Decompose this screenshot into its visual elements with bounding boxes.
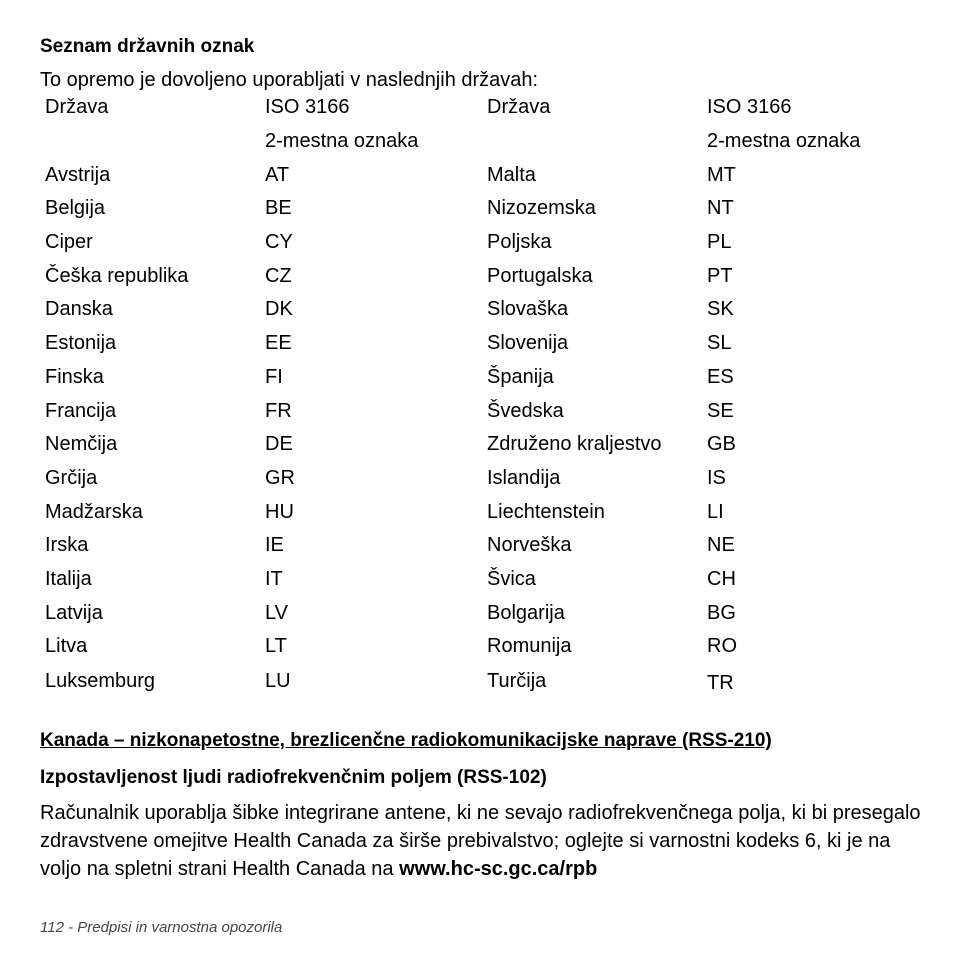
cell-iso-right: RO bbox=[707, 635, 737, 658]
health-canada-link[interactable]: www.hc-sc.gc.ca/rpb bbox=[399, 858, 598, 880]
table-row bbox=[40, 327, 920, 361]
header-iso-left: ISO 3166 bbox=[265, 96, 350, 119]
cell-iso-left: EE bbox=[265, 332, 292, 355]
cell-iso-right: ES bbox=[707, 365, 734, 388]
cell-iso-right: PL bbox=[707, 231, 732, 254]
cell-iso-right: LI bbox=[707, 500, 724, 523]
cell-country-right: Združeno kraljestvo bbox=[487, 433, 662, 456]
table-row bbox=[40, 361, 920, 395]
table-subheader-row bbox=[40, 125, 920, 159]
cell-iso-right: IS bbox=[707, 466, 726, 489]
cell-country-left: Finska bbox=[45, 365, 104, 388]
table-row bbox=[40, 529, 920, 563]
cell-country-right: Liechtenstein bbox=[487, 500, 605, 523]
cell-iso-right: NT bbox=[707, 197, 734, 220]
cell-country-left: Estonija bbox=[45, 332, 117, 355]
cell-iso-right: SK bbox=[707, 298, 734, 321]
cell-country-right: Islandija bbox=[487, 466, 561, 489]
cell-country-right: Slovenija bbox=[487, 332, 569, 355]
cell-iso-left: HU bbox=[265, 500, 294, 523]
section-heading: Kanada – nizkonapetostne, brezlicenčne radiokomunikacijske naprave (RSS-210) bbox=[40, 730, 772, 751]
cell-country-right: Romunija bbox=[487, 635, 572, 658]
table-header-row bbox=[40, 91, 920, 125]
cell-country-right: Bolgarija bbox=[487, 601, 565, 624]
cell-country-right: Švedska bbox=[487, 399, 564, 422]
cell-iso-left: AT bbox=[265, 163, 290, 186]
cell-iso-left: LV bbox=[265, 601, 288, 624]
table-row bbox=[40, 192, 920, 226]
table-row bbox=[40, 664, 920, 698]
cell-iso-right: SE bbox=[707, 399, 734, 422]
cell-iso-right: MT bbox=[707, 163, 736, 186]
cell-country-left: Luksemburg bbox=[45, 669, 156, 692]
cell-iso-left: GR bbox=[265, 466, 295, 489]
table-row bbox=[40, 428, 920, 462]
cell-country-right: Švica bbox=[487, 567, 536, 590]
cell-country-right: Turčija bbox=[487, 669, 547, 692]
cell-country-left: Irska bbox=[45, 534, 89, 557]
cell-iso-left: DE bbox=[265, 433, 293, 456]
table-row bbox=[40, 293, 920, 327]
table-row bbox=[40, 226, 920, 260]
page-title: Seznam državnih oznak bbox=[40, 36, 255, 57]
cell-country-right: Norveška bbox=[487, 534, 572, 557]
cell-iso-left: IE bbox=[265, 534, 284, 557]
cell-iso-left: IT bbox=[265, 567, 283, 590]
page-footer: 112 - Predpisi in varnostna opozorila bbox=[40, 919, 283, 936]
cell-country-left: Litva bbox=[45, 635, 88, 658]
cell-country-right: Slovaška bbox=[487, 298, 569, 321]
header-country-left: Država bbox=[45, 96, 109, 119]
subheader-iso-right: 2-mestna oznaka bbox=[707, 130, 861, 153]
header-iso-right: ISO 3166 bbox=[707, 96, 792, 119]
cell-country-left: Grčija bbox=[45, 466, 98, 489]
cell-iso-left: LT bbox=[265, 635, 287, 658]
table-row bbox=[40, 563, 920, 597]
cell-iso-right: NE bbox=[707, 534, 735, 557]
cell-iso-right: BG bbox=[707, 601, 736, 624]
cell-country-left: Belgija bbox=[45, 197, 106, 220]
table-row bbox=[40, 462, 920, 496]
paragraph-text: Računalnik uporablja šibke integrirane antene, ki ne sevajo radiofrekvenčnega polja, ki bi presegalo zdravstvene omejitve Health Canada za širše prebivalstvo; oglejte si varnostni kodeks 6, ki je na voljo na spletni strani Health Canada na bbox=[40, 802, 921, 880]
cell-iso-right: GB bbox=[707, 433, 736, 456]
cell-country-left: Madžarska bbox=[45, 500, 143, 523]
table-row bbox=[40, 495, 920, 529]
country-code-table bbox=[40, 91, 920, 697]
cell-country-right: Portugalska bbox=[487, 264, 593, 287]
cell-country-right: Poljska bbox=[487, 231, 552, 254]
cell-country-left: Češka republika bbox=[45, 264, 189, 287]
cell-iso-right: SL bbox=[707, 332, 732, 355]
cell-iso-left: CY bbox=[265, 231, 293, 254]
cell-country-left: Francija bbox=[45, 399, 117, 422]
table-row bbox=[40, 158, 920, 192]
cell-iso-left: CZ bbox=[265, 264, 292, 287]
cell-country-right: Malta bbox=[487, 163, 536, 186]
cell-iso-left: FI bbox=[265, 365, 283, 388]
header-country-right: Država bbox=[487, 96, 551, 119]
cell-country-left: Nemčija bbox=[45, 433, 118, 456]
cell-iso-left: LU bbox=[265, 669, 291, 692]
table-row bbox=[40, 259, 920, 293]
cell-country-left: Latvija bbox=[45, 601, 103, 624]
cell-iso-left: FR bbox=[265, 399, 292, 422]
cell-iso-right: CH bbox=[707, 567, 736, 590]
subheader-iso-left: 2-mestna oznaka bbox=[265, 130, 419, 153]
table-row bbox=[40, 394, 920, 428]
cell-country-left: Danska bbox=[45, 298, 113, 321]
cell-iso-left: DK bbox=[265, 298, 293, 321]
cell-country-left: Italija bbox=[45, 567, 92, 590]
cell-iso-right: TR bbox=[707, 671, 734, 694]
cell-country-right: Nizozemska bbox=[487, 197, 596, 220]
cell-iso-left: BE bbox=[265, 197, 292, 220]
table-row bbox=[40, 596, 920, 630]
intro-text: To opremo je dovoljeno uporabljati v naslednjih državah: bbox=[40, 69, 539, 91]
table-row bbox=[40, 630, 920, 664]
cell-country-right: Španija bbox=[487, 365, 554, 388]
cell-iso-right: PT bbox=[707, 264, 733, 287]
cell-country-left: Ciper bbox=[45, 231, 93, 254]
body-paragraph bbox=[40, 799, 930, 883]
cell-country-left: Avstrija bbox=[45, 163, 111, 186]
sub-heading: Izpostavljenost ljudi radiofrekvenčnim poljem (RSS-102) bbox=[40, 767, 547, 788]
